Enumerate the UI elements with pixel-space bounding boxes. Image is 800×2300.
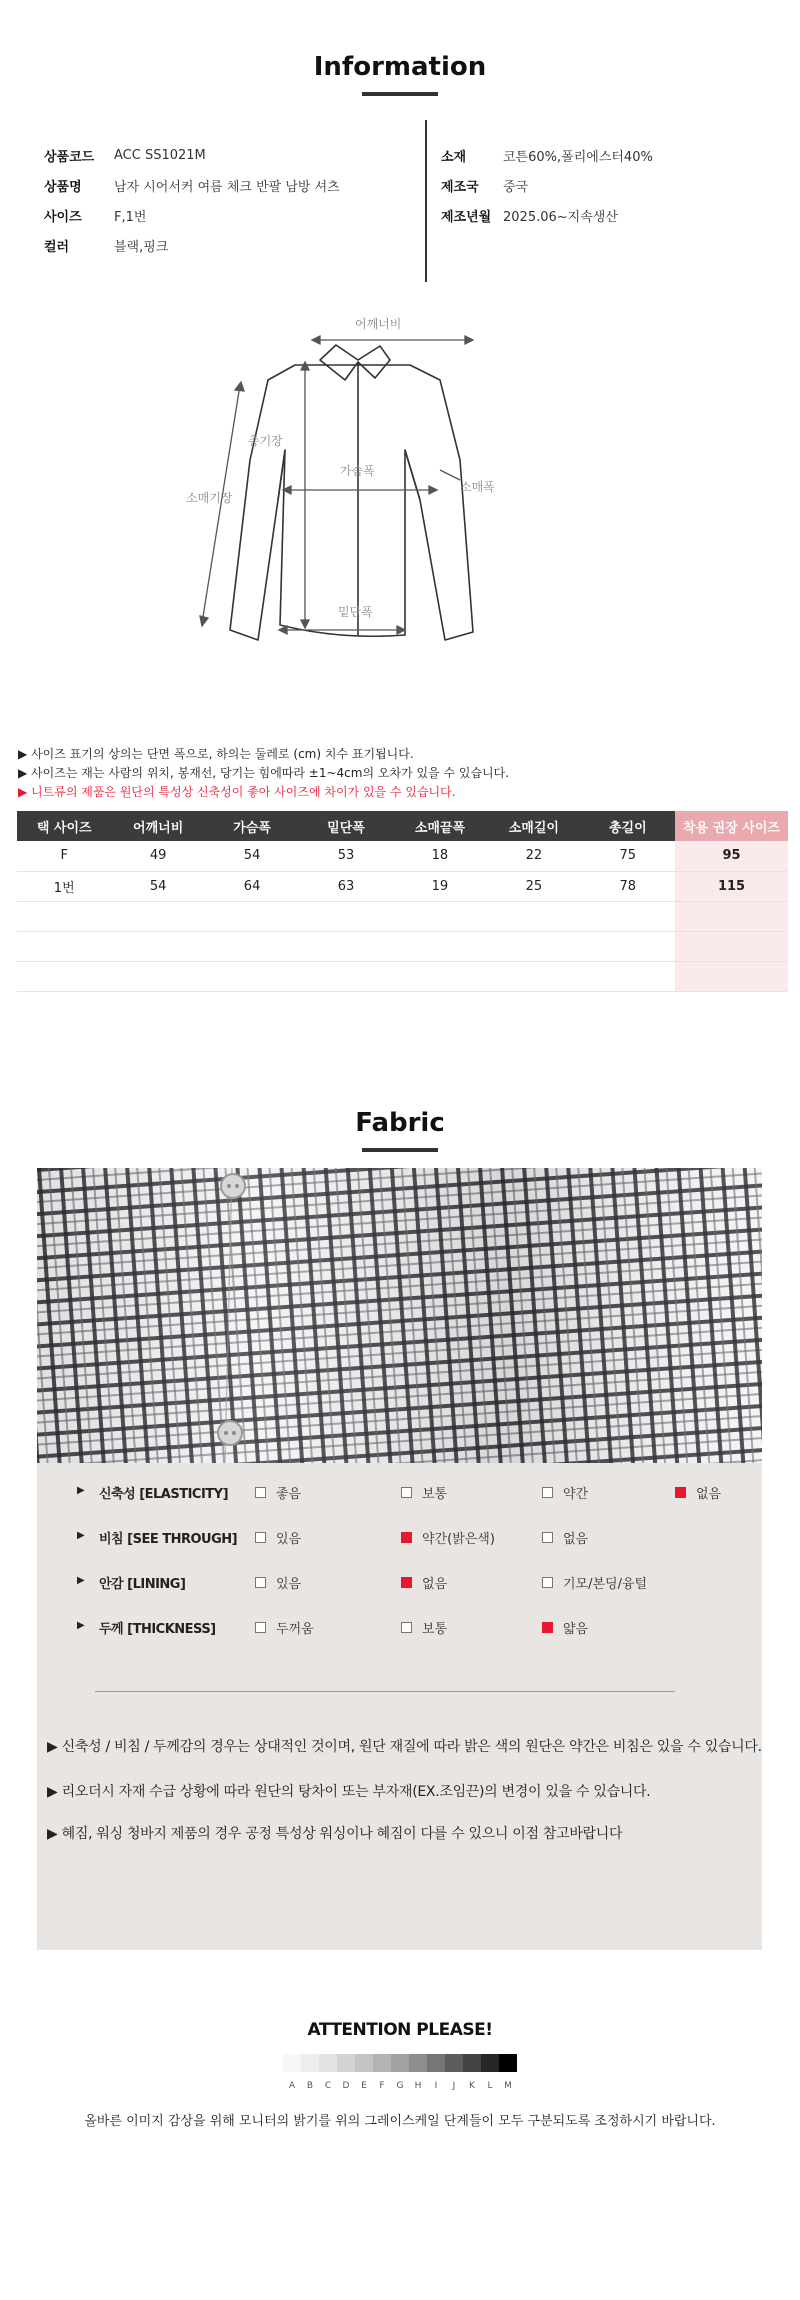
info-value: F,1번 bbox=[114, 209, 147, 225]
table-cell: 22 bbox=[487, 841, 580, 871]
info-row-color bbox=[44, 230, 340, 260]
info-divider bbox=[425, 120, 427, 282]
checkbox-icon bbox=[401, 1622, 412, 1633]
grayscale-swatch bbox=[427, 2054, 445, 2072]
grayscale-letter: C bbox=[324, 2081, 332, 2091]
size-note: ▶ 사이즈 표기의 상의는 단면 폭으로, 하의는 둘레로 (cm) 치수 표기됩니다. bbox=[18, 747, 414, 761]
table-cell: 25 bbox=[487, 871, 580, 901]
fabric-row-name: 안감 [LINING] bbox=[99, 1577, 186, 1592]
grayscale-letter: B bbox=[306, 2081, 314, 2091]
table-cell: 78 bbox=[581, 871, 675, 901]
info-value: 중국 bbox=[503, 179, 529, 195]
size-note: ▶ 사이즈는 재는 사람의 위치, 봉재선, 당기는 힘에따라 ±1~4cm의 오차가 있을 수 있습니다. bbox=[18, 766, 510, 780]
row-arrow-icon: ▶ bbox=[77, 1530, 85, 1541]
header-cell: 가슴폭 bbox=[205, 811, 299, 841]
table-cell-recommended: 115 bbox=[675, 871, 788, 901]
info-value: 코튼60%,폴리에스터40% bbox=[503, 149, 653, 165]
info-value: 2025.06~지속생산 bbox=[503, 209, 618, 225]
info-left-column bbox=[44, 140, 340, 260]
attention-title: ATTENTION PLEASE! bbox=[307, 2020, 493, 2040]
hem-label: 밑단폭 bbox=[338, 605, 373, 619]
information-title-underline bbox=[362, 92, 438, 96]
info-row-material bbox=[441, 140, 653, 170]
option-good: 좋음 bbox=[255, 1483, 301, 1502]
size-note-warning: ▶ 니트류의 제품은 원단의 특성상 신축성이 좋아 사이즈에 차이가 있을 수 있습니다. bbox=[18, 785, 456, 799]
grayscale-swatch bbox=[337, 2054, 355, 2072]
table-row-empty bbox=[17, 961, 788, 991]
info-row-country bbox=[441, 170, 653, 200]
grayscale-letter: H bbox=[414, 2081, 422, 2091]
grayscale-swatch bbox=[319, 2054, 337, 2072]
attention-note: 올바른 이미지 감상을 위해 모니터의 밝기를 위의 그레이스케일 단계들이 모두 구분되도록 조정하시기 바랍니다. bbox=[84, 2114, 716, 2129]
checkbox-checked-icon bbox=[675, 1487, 686, 1498]
shoulder-label: 어깨너비 bbox=[355, 317, 402, 331]
grayscale-swatch bbox=[355, 2054, 373, 2072]
table-cell: 54 bbox=[205, 841, 299, 871]
info-row-name bbox=[44, 170, 340, 200]
fabric-note: ▶ 혜짐, 워싱 청바지 제품의 경우 공정 특성상 워싱이나 혜짐이 다를 수 있으니 이점 참고바랍니다 bbox=[47, 1826, 623, 1842]
grayscale-swatch bbox=[445, 2054, 463, 2072]
option-yes: 있음 bbox=[255, 1573, 301, 1592]
gingham-check-pattern bbox=[37, 1168, 762, 1463]
info-value: ACC SS1021M bbox=[114, 147, 206, 163]
sleeve-width-label: 소매폭 bbox=[460, 480, 495, 494]
size-notes bbox=[18, 745, 509, 802]
checkbox-icon bbox=[255, 1577, 266, 1588]
grayscale-letter: L bbox=[487, 2081, 493, 2091]
grayscale-swatch bbox=[463, 2054, 481, 2072]
grayscale-swatch bbox=[481, 2054, 499, 2072]
option-normal: 보통 bbox=[401, 1618, 447, 1637]
option-yes: 있음 bbox=[255, 1528, 301, 1547]
grayscale-letters bbox=[283, 2081, 517, 2091]
grayscale-swatch bbox=[373, 2054, 391, 2072]
option-none-selected: 없음 bbox=[401, 1573, 447, 1592]
shirt-outline bbox=[230, 345, 473, 640]
fabric-row-name: 비침 [SEE THROUGH] bbox=[99, 1532, 238, 1547]
fabric-row-lining bbox=[37, 1571, 762, 1595]
info-label: 사이즈 bbox=[44, 209, 82, 225]
fabric-row-thickness bbox=[37, 1616, 762, 1640]
shirt-measurement-diagram bbox=[186, 310, 550, 660]
chest-label: 가슴폭 bbox=[340, 464, 375, 478]
grayscale-letter: K bbox=[469, 2081, 475, 2091]
info-label: 상품명 bbox=[44, 179, 82, 195]
grayscale-swatch bbox=[301, 2054, 319, 2072]
info-label: 소재 bbox=[441, 149, 467, 165]
option-thick: 두꺼움 bbox=[255, 1618, 314, 1637]
row-arrow-icon: ▶ bbox=[77, 1485, 85, 1496]
info-value: 남자 시어서커 여름 체크 반팔 남방 셔츠 bbox=[114, 179, 340, 195]
grayscale-swatch bbox=[499, 2054, 517, 2072]
header-cell: 소매길이 bbox=[487, 811, 580, 841]
grayscale-swatch bbox=[391, 2054, 409, 2072]
table-cell: 18 bbox=[393, 841, 487, 871]
table-cell: 49 bbox=[111, 841, 204, 871]
header-cell: 밑단폭 bbox=[299, 811, 392, 841]
info-label: 컬러 bbox=[44, 239, 70, 255]
checkbox-checked-icon bbox=[542, 1622, 553, 1633]
grayscale-letter: D bbox=[342, 2081, 350, 2091]
sleeve-length-label: 소매기장 bbox=[186, 491, 233, 505]
grayscale-letter: G bbox=[396, 2081, 404, 2091]
measure-lines bbox=[200, 336, 473, 634]
option-slight: 약간 bbox=[542, 1483, 588, 1502]
grayscale-swatch bbox=[409, 2054, 427, 2072]
header-cell-recommended: 착용 권장 사이즈 bbox=[675, 811, 788, 841]
table-row-empty bbox=[17, 931, 788, 961]
info-value: 블랙,핑크 bbox=[114, 239, 169, 255]
table-cell: 64 bbox=[205, 871, 299, 901]
info-label: 제조국 bbox=[441, 179, 479, 195]
grayscale-bar bbox=[283, 2054, 517, 2072]
fabric-title: Fabric bbox=[355, 1108, 445, 1138]
checkbox-icon bbox=[542, 1532, 553, 1543]
table-row-empty bbox=[17, 901, 788, 931]
information-title: Information bbox=[313, 52, 487, 82]
table-cell-recommended: 95 bbox=[675, 841, 788, 871]
header-cell: 총길이 bbox=[581, 811, 675, 841]
row-arrow-icon: ▶ bbox=[77, 1575, 85, 1586]
checkbox-checked-icon bbox=[401, 1577, 412, 1588]
checkbox-checked-icon bbox=[401, 1532, 412, 1543]
fabric-row-name: 두께 [THICKNESS] bbox=[99, 1622, 216, 1637]
table-row bbox=[17, 871, 788, 901]
table-row bbox=[17, 841, 788, 871]
length-label: 총기장 bbox=[248, 434, 283, 448]
table-cell: 53 bbox=[299, 841, 392, 871]
fabric-note: ▶ 신축성 / 비침 / 두께감의 경우는 상대적인 것이며, 원단 재질에 따라 밝은 색의 원단은 약간은 비침은 있을 수 있습니다. bbox=[47, 1739, 762, 1755]
grayscale-swatch bbox=[283, 2054, 301, 2072]
option-thin-selected: 얇음 bbox=[542, 1618, 588, 1637]
shirt-button-bottom bbox=[218, 1421, 242, 1445]
grayscale-letter: J bbox=[452, 2081, 456, 2091]
header-cell: 소매끝폭 bbox=[393, 811, 487, 841]
checkbox-icon bbox=[542, 1577, 553, 1588]
grayscale-letter: E bbox=[361, 2081, 367, 2091]
header-cell: 택 사이즈 bbox=[17, 811, 111, 841]
grayscale-letter: F bbox=[379, 2081, 385, 2091]
fabric-photo bbox=[37, 1168, 762, 1463]
size-table-header bbox=[17, 811, 788, 841]
header-cell: 어깨너비 bbox=[111, 811, 204, 841]
info-row-code bbox=[44, 140, 340, 170]
checkbox-icon bbox=[255, 1532, 266, 1543]
table-cell: 75 bbox=[581, 841, 675, 871]
grayscale-letter: I bbox=[434, 2081, 438, 2091]
shirt-button-top bbox=[221, 1174, 245, 1198]
grayscale-letter: A bbox=[288, 2081, 296, 2091]
fabric-info-panel bbox=[37, 1463, 762, 1950]
option-none: 없음 bbox=[542, 1528, 588, 1547]
fabric-divider bbox=[95, 1691, 675, 1692]
table-cell: F bbox=[17, 841, 111, 871]
option-normal: 보통 bbox=[401, 1483, 447, 1502]
fabric-title-underline bbox=[362, 1148, 438, 1152]
info-row-date bbox=[441, 200, 653, 230]
option-none-selected: 없음 bbox=[675, 1483, 721, 1502]
fabric-row-elasticity bbox=[37, 1481, 762, 1505]
option-brushed: 기모/본딩/융털 bbox=[542, 1573, 647, 1592]
checkbox-icon bbox=[255, 1622, 266, 1633]
checkbox-icon bbox=[401, 1487, 412, 1498]
size-table bbox=[17, 811, 788, 992]
fabric-row-name: 신축성 [ELASTICITY] bbox=[99, 1487, 229, 1502]
table-cell: 19 bbox=[393, 871, 487, 901]
info-label: 상품코드 bbox=[44, 149, 95, 165]
fabric-row-see-through bbox=[37, 1526, 762, 1550]
info-right-column bbox=[441, 140, 653, 230]
table-cell: 1번 bbox=[17, 871, 111, 901]
row-arrow-icon: ▶ bbox=[77, 1620, 85, 1631]
checkbox-icon bbox=[255, 1487, 266, 1498]
table-cell: 54 bbox=[111, 871, 204, 901]
checkbox-icon bbox=[542, 1487, 553, 1498]
info-label: 제조년월 bbox=[441, 209, 492, 225]
grayscale-letter: M bbox=[504, 2081, 512, 2091]
table-cell: 63 bbox=[299, 871, 392, 901]
option-slight-selected: 약간(밝은색) bbox=[401, 1528, 495, 1547]
info-row-size bbox=[44, 200, 340, 230]
fabric-note: ▶ 리오더시 자재 수급 상황에 따라 원단의 탕차이 또는 부자재(EX.조임끈)의 변경이 있을 수 있습니다. bbox=[47, 1784, 651, 1800]
